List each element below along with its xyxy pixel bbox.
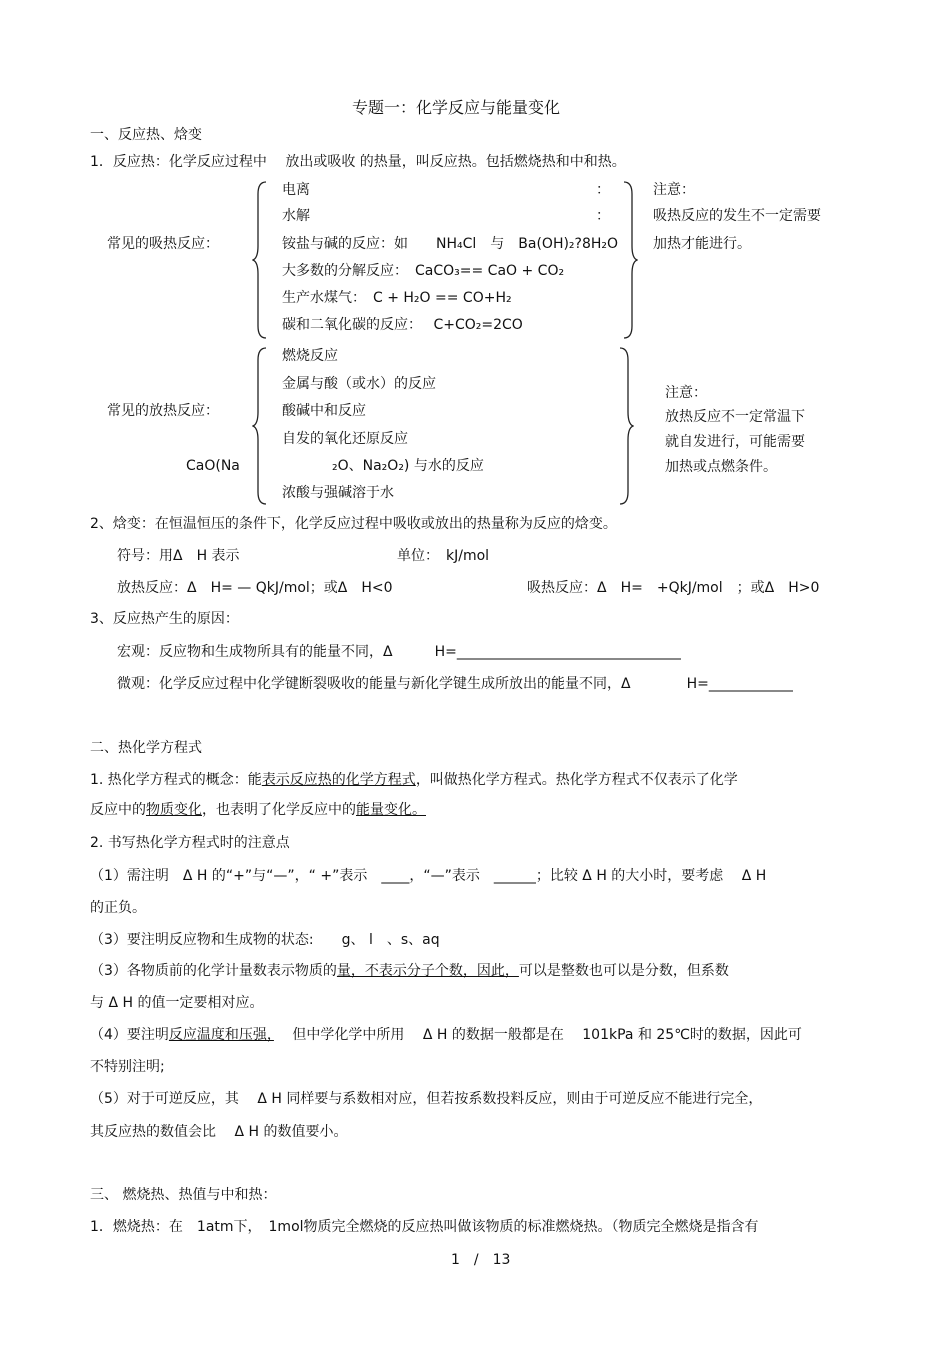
- text: ，也表明了化学反应中的: [202, 802, 356, 818]
- exo-note: 加热或点燃条件。: [665, 459, 777, 475]
- endo-sign: 吸热反应：Δ H= +QkJ/mol ；或Δ H>0: [527, 580, 820, 596]
- page-title: 专题一：化学反应与能量变化: [352, 98, 561, 117]
- endo-item: 电离: [282, 182, 310, 198]
- paragraph: （1）需注明 Δ H 的“+”与“—”，“ +”表示 ____，“—”表示 ______；比较 Δ H 的大小时，要考虑 Δ H: [90, 868, 767, 884]
- paragraph: 2. 书写热化学方程式时的注意点: [90, 835, 290, 851]
- text: ，叫做热化学方程式。热化学方程式不仅表示了化学: [415, 772, 738, 788]
- page-number: 1 / 13: [451, 1252, 511, 1268]
- underlined-text: 物质变化: [146, 802, 202, 818]
- left-brace: [252, 180, 268, 340]
- text: 反应中的: [90, 802, 146, 818]
- paragraph: 的正负。: [90, 900, 146, 916]
- endo-item: 水解: [282, 208, 310, 224]
- endo-item: 铵盐与碱的反应：如 NH₄Cl 与 Ba(OH)₂?8H₂O: [282, 236, 619, 252]
- underlined-text: 反应温度和压强，: [168, 1027, 274, 1043]
- underlined-text: 能量变化。: [356, 802, 426, 818]
- symbol-line: 符号：用Δ H 表示: [117, 548, 240, 564]
- exo-item: ₂O、Na₂O₂) 与水的反应: [332, 458, 484, 474]
- exo-sign: 放热反应：Δ H= — QkJ/mol；或Δ H<0: [117, 580, 393, 596]
- paragraph: （5）对于可逆反应，其 Δ H 同样要与系数相对应，但若按系数投料反应，则由于可逆反应不能进行完全，: [90, 1091, 763, 1107]
- exo-item: 酸碱中和反应: [282, 403, 366, 419]
- endo-note: 吸热反应的发生不一定需要: [653, 208, 821, 224]
- exo-cao: CaO(Na: [186, 458, 240, 474]
- paragraph: 3、反应热产生的原因：: [90, 611, 239, 627]
- exo-note: 放热反应不一定常温下: [665, 409, 805, 425]
- paragraph: 不特别注明;: [90, 1059, 165, 1075]
- endo-note: 注意：: [653, 182, 695, 198]
- section-2-heading: 二、热化学方程式: [90, 740, 202, 756]
- section-1-heading: 一、反应热、焓变: [90, 127, 202, 143]
- text: （4）要注明: [90, 1027, 169, 1043]
- endo-item: 碳和二氧化碳的反应： C+CO₂=2CO: [282, 317, 523, 333]
- exo-item: 金属与酸（或水）的反应: [282, 376, 436, 392]
- paragraph: 与 Δ H 的值一定要相对应。: [90, 995, 264, 1011]
- paragraph: [90, 801, 426, 819]
- underlined-text: 量，不表示分子个数，因此，: [336, 963, 519, 979]
- exo-note: 就自发进行，可能需要: [665, 434, 805, 450]
- underlined-text: 表示反应热的化学方程式: [261, 772, 416, 788]
- colon: ：: [596, 182, 610, 198]
- text: （3）各物质前的化学计量数表示物质的: [90, 963, 337, 979]
- paragraph: [90, 962, 729, 980]
- exo-item: 自发的氧化还原反应: [282, 431, 408, 447]
- exo-note: 注意：: [665, 385, 707, 401]
- endo-note: 加热才能进行。: [653, 236, 751, 252]
- left-brace: [252, 346, 268, 506]
- text: 可以是整数也可以是分数，但系数: [518, 963, 729, 979]
- endo-item: 生产水煤气： C + H₂O == CO+H₂: [282, 290, 512, 306]
- paragraph: （3）要注明反应物和生成物的状态: g、 l 、s、aq: [90, 932, 440, 948]
- right-brace: [622, 180, 638, 340]
- paragraph: 1．燃烧热：在 1atm下， 1mol物质完全燃烧的反应热叫做该物质的标准燃烧热。（物质完全燃烧是指含有: [90, 1219, 759, 1235]
- paragraph: [90, 1026, 802, 1044]
- exo-label: 常见的放热反应：: [107, 403, 219, 419]
- paragraph: 2、焓变：在恒温恒压的条件下，化学反应过程中吸收或放出的热量称为反应的焓变。: [90, 516, 617, 532]
- micro-line: 微观：化学反应过程中化学键断裂吸收的能量与新化学键生成所放出的能量不同，Δ H=____________: [117, 676, 793, 692]
- exo-item: 浓酸与强碱溶于水: [282, 485, 394, 501]
- right-brace: [618, 346, 634, 506]
- paragraph: 1．反应热：化学反应过程中 放出或吸收 的热量，叫反应热。包括燃烧热和中和热。: [90, 154, 626, 170]
- colon: ：: [596, 208, 610, 224]
- macro-line: 宏观：反应物和生成物所具有的能量不同，Δ H=________________________________: [117, 644, 681, 660]
- section-3-heading: 三、 燃烧热、热值与中和热：: [90, 1187, 277, 1203]
- paragraph: 其反应热的数值会比 Δ H 的数值要小。: [90, 1124, 348, 1140]
- text: 1. 热化学方程式的概念：能: [90, 772, 262, 788]
- exo-item: 燃烧反应: [282, 348, 338, 364]
- endo-item: 大多数的分解反应： CaCO₃== CaO + CO₂: [282, 263, 565, 279]
- unit-line: 单位： kJ/mol: [397, 548, 490, 564]
- endo-label: 常见的吸热反应：: [107, 236, 219, 252]
- text: 但中学化学中所用 Δ H 的数据一般都是在 101kPa 和 25℃时的数据，因此可: [273, 1027, 802, 1043]
- paragraph: [90, 771, 738, 789]
